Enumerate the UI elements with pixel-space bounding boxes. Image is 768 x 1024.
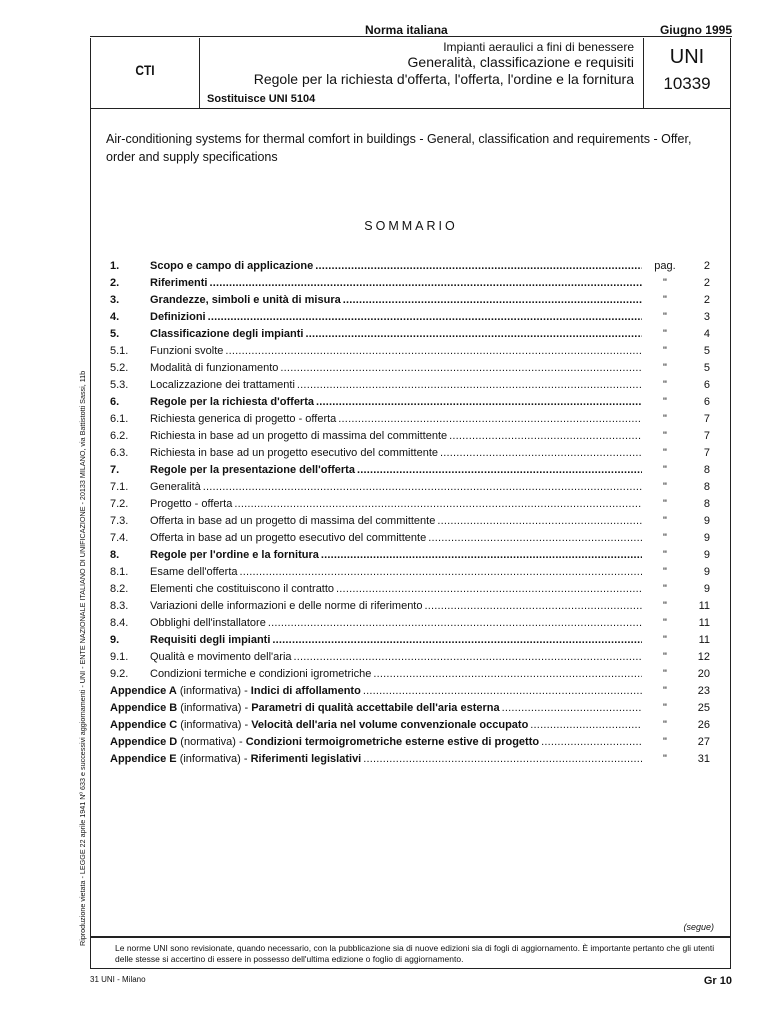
toc-page: 23 <box>697 685 710 697</box>
toc-row <box>110 615 710 632</box>
toc-pag: " <box>663 328 667 340</box>
toc-page: 2 <box>703 277 710 289</box>
toc-title: Classificazione degli impianti <box>150 328 304 340</box>
toc-pag: " <box>663 668 667 680</box>
toc-page: 9 <box>703 583 710 595</box>
toc-page: 9 <box>703 549 710 561</box>
toc-title: Richiesta in base ad un progetto esecutivo del committente <box>150 447 438 459</box>
footer-note: Le norme UNI sono revisionate, quando necessario, con la pubblicazione sia di nuove edizioni sia di fogli di aggiornamento. È importante pertanto che gli utenti delle stesse si accertino di essere in possesso dell'ultima edizione o foglio di aggiornamento. <box>115 943 715 964</box>
toc-page: 27 <box>697 736 710 748</box>
toc-page: 8 <box>703 464 710 476</box>
toc-pag: " <box>663 549 667 561</box>
toc-page: 11 <box>698 617 710 629</box>
toc-row <box>110 360 710 377</box>
toc-row <box>110 530 710 547</box>
toc-row <box>110 275 710 292</box>
appendix-title: Parametri di qualità accettabile dell'aria esterna <box>251 702 500 714</box>
toc-pag: " <box>663 430 667 442</box>
toc-number: 3. <box>110 294 120 306</box>
toc-title: Modalità di funzionamento <box>150 362 279 374</box>
title-line-2: Generalità, classificazione e requisiti <box>407 54 634 70</box>
toc-title: Grandezze, simboli e unità di misura <box>150 294 341 306</box>
toc-number: 7. <box>110 464 120 476</box>
appendix-row: Appendice C (informativa) - Velocità dell'aria nel volume convenzionale occupato ..... " 26 <box>110 717 710 734</box>
toc-number: 7.2. <box>110 498 129 510</box>
toc-page: 7 <box>703 430 710 442</box>
toc-number: 9. <box>110 634 120 646</box>
toc-page: 3 <box>703 311 710 323</box>
toc-pag: " <box>663 277 667 289</box>
appendix-label: Appendice A <box>110 685 177 697</box>
toc-number: 5.3. <box>110 379 129 391</box>
toc-row <box>110 581 710 598</box>
toc-heading: SOMMARIO <box>364 219 458 233</box>
appendix-label: Appendice D <box>110 736 178 748</box>
toc-page: 20 <box>697 668 710 680</box>
appendix-row: Appendice A (informativa) - Indici di affollamento ..... " 23 <box>110 683 710 700</box>
toc-row <box>110 479 710 496</box>
toc-title: Localizzazione dei trattamenti <box>150 379 295 391</box>
appendix-title: Velocità dell'aria nel volume convenzionale occupato <box>251 719 529 731</box>
toc-number: 6.3. <box>110 447 129 459</box>
toc-title: Definizioni <box>150 311 206 323</box>
toc-number: 2. <box>110 277 120 289</box>
top-divider <box>90 36 732 37</box>
toc-number: 7.1. <box>110 481 129 493</box>
toc-pag: " <box>663 345 667 357</box>
toc-pag: " <box>663 515 667 527</box>
toc-row <box>110 428 710 445</box>
appendix-type: (informativa) <box>179 753 241 765</box>
appendix-title: Indici di affollamento <box>250 685 361 697</box>
printer-imprint: 31 UNI - Milano <box>90 975 146 984</box>
appendix-title: Condizioni termoigrometriche esterne estive di progetto <box>245 736 540 748</box>
continued-note: (segue) <box>683 922 714 932</box>
toc-row <box>110 445 710 462</box>
toc-row <box>110 666 710 683</box>
appendix-label: Appendice B <box>110 702 178 714</box>
toc-number: 7.4. <box>110 532 129 544</box>
toc-pag: " <box>663 651 667 663</box>
toc-row <box>110 394 710 411</box>
publication-date: Giugno 1995 <box>659 23 732 37</box>
standard-body: UNI <box>669 46 705 68</box>
appendix-label: Appendice C <box>110 719 178 731</box>
toc-page: 8 <box>703 481 710 493</box>
toc-page: 6 <box>703 379 710 391</box>
toc-number: 5.2. <box>110 362 129 374</box>
toc-pag: " <box>663 719 667 731</box>
toc-title: Regole per l'ordine e la fornitura <box>150 549 319 561</box>
toc-row <box>110 598 710 615</box>
appendix-row: Appendice E (informativa) - Riferimenti legislativi ..... " 31 <box>110 751 710 768</box>
toc-number: 5. <box>110 328 120 340</box>
toc-title: Esame dell'offerta <box>150 566 238 578</box>
toc-title: Scopo e campo di applicazione <box>150 260 314 272</box>
toc-number: 8.2. <box>110 583 129 595</box>
toc-row <box>110 343 710 360</box>
appendix-label: Appendice E <box>110 753 177 765</box>
appendix-type: (informativa) <box>180 719 242 731</box>
appendix-row: Appendice D (normativa) - Condizioni termoigrometriche esterne estive di progetto ..... " 27 <box>110 734 710 751</box>
toc-pag: " <box>663 311 667 323</box>
substitutes-note: Sostituisce UNI 5104 <box>207 93 316 105</box>
toc-title: Riferimenti <box>150 277 208 289</box>
org-cell <box>91 38 200 108</box>
toc-number: 9.1. <box>110 651 129 663</box>
toc-title: Funzioni svolte <box>150 345 224 357</box>
norma-label: Norma italiana <box>365 23 448 37</box>
toc-page: 6 <box>703 396 710 408</box>
toc-pag: " <box>663 362 667 374</box>
standard-number: 10339 <box>663 74 711 93</box>
toc-title: Qualità e movimento dell'aria <box>150 651 292 663</box>
copyright-side-text: Riproduzione vietata - LEGGE 22 aprile 1941 Nº 633 e successivi aggiornamenti - UNI - ENTE NAZIONALE ITALIANO DI UNIFICAZIONE - 20133 MILANO, via Battistotti Sassi, 11b <box>78 370 87 946</box>
toc-row <box>110 632 710 649</box>
appendix-type: (informativa) <box>180 702 242 714</box>
toc-page: 8 <box>703 498 710 510</box>
toc-row <box>110 309 710 326</box>
toc-page: 5 <box>703 362 710 374</box>
org-logo-text: CTI <box>135 62 155 78</box>
toc-page: 9 <box>703 515 710 527</box>
toc-title: Obblighi dell'installatore <box>150 617 266 629</box>
toc-page: 25 <box>697 702 710 714</box>
toc-number: 6.2. <box>110 430 129 442</box>
toc-title: Generalità <box>150 481 201 493</box>
toc-title: Richiesta in base ad un progetto di massima del committente <box>150 430 448 442</box>
price-group: Gr 10 <box>703 975 732 987</box>
toc-number: 4. <box>110 311 120 323</box>
toc-pag: " <box>663 413 667 425</box>
toc-row <box>110 377 710 394</box>
toc-number: 8. <box>110 549 120 561</box>
toc-pag: " <box>663 294 667 306</box>
toc-number: 8.1. <box>110 566 129 578</box>
standard-cell <box>643 38 730 108</box>
toc-title: Variazioni delle informazioni e delle norme di riferimento <box>150 600 423 612</box>
toc-page: 9 <box>703 566 710 578</box>
toc-title: Richiesta generica di progetto - offerta <box>150 413 337 425</box>
toc-pag: " <box>663 685 667 697</box>
toc-title: Regole per la presentazione dell'offerta <box>150 464 355 476</box>
toc-pag: " <box>663 464 667 476</box>
header-box <box>90 38 731 109</box>
title-line-3: Regole per la richiesta d'offerta, l'offerta, l'ordine e la fornitura <box>253 71 634 87</box>
toc-row <box>110 462 710 479</box>
appendix-title: Riferimenti legislativi <box>250 753 362 765</box>
toc-title: Elementi che costituiscono il contratto <box>150 583 335 595</box>
toc-pag: " <box>663 617 667 629</box>
toc-number: 5.1. <box>110 345 129 357</box>
toc-number: 9.2. <box>110 668 129 680</box>
toc-page: 11 <box>698 600 710 612</box>
toc-page: 12 <box>697 651 710 663</box>
toc-page: 5 <box>703 345 710 357</box>
toc-row <box>110 564 710 581</box>
toc-title: Offerta in base ad un progetto esecutivo del committente <box>150 532 427 544</box>
toc-page: 11 <box>698 634 710 646</box>
toc-pag: " <box>663 583 667 595</box>
toc-page: 31 <box>697 753 710 765</box>
toc-row <box>110 513 710 530</box>
toc-pag: " <box>663 753 667 765</box>
toc-title: Offerta in base ad un progetto di massima del committente <box>150 515 436 527</box>
toc-pag: " <box>663 634 667 646</box>
toc-page: 7 <box>703 413 710 425</box>
toc-number: 6. <box>110 396 120 408</box>
toc-pag: " <box>663 379 667 391</box>
toc-row <box>110 292 710 309</box>
toc-pag: " <box>663 396 667 408</box>
toc-title: Requisiti degli impianti <box>150 634 271 646</box>
toc-page: 2 <box>703 260 710 272</box>
toc-page: 26 <box>697 719 710 731</box>
toc-title: Progetto - offerta <box>150 498 233 510</box>
toc-title: Condizioni termiche e condizioni igrometriche <box>150 668 372 680</box>
toc-number: 8.4. <box>110 617 129 629</box>
toc-pag: " <box>663 566 667 578</box>
toc-number: 6.1. <box>110 413 129 425</box>
appendix-row: Appendice B (informativa) - Parametri di qualità accettabile dell'aria esterna ..... " 25 <box>110 700 710 717</box>
title-line-1: Impianti aeraulici a fini di benessere <box>443 40 634 54</box>
toc-pag: " <box>663 600 667 612</box>
toc-pag: " <box>663 447 667 459</box>
toc-row <box>110 649 710 666</box>
toc-pag: pag. <box>654 260 676 272</box>
toc-page: 7 <box>703 447 710 459</box>
toc-pag: " <box>663 532 667 544</box>
toc-row <box>110 258 710 275</box>
toc-number: 1. <box>110 260 120 272</box>
english-title: Air-conditioning systems for thermal comfort in buildings - General, classification and requirements - Offer, order and supply specifications <box>106 132 692 164</box>
toc-row <box>110 411 710 428</box>
toc-pag: " <box>663 702 667 714</box>
toc-row <box>110 496 710 513</box>
toc-title: Regole per la richiesta d'offerta <box>150 396 314 408</box>
toc-page: 2 <box>703 294 710 306</box>
appendix-type: (normativa) <box>180 736 236 748</box>
toc-number: 7.3. <box>110 515 129 527</box>
toc-row <box>110 326 710 343</box>
appendix-type: (informativa) <box>179 685 242 697</box>
toc-pag: " <box>663 481 667 493</box>
toc-row <box>110 547 710 564</box>
toc-page: 9 <box>703 532 710 544</box>
toc-page: 4 <box>703 328 710 340</box>
toc-pag: " <box>663 498 667 510</box>
toc-number: 8.3. <box>110 600 129 612</box>
toc-pag: " <box>663 736 667 748</box>
